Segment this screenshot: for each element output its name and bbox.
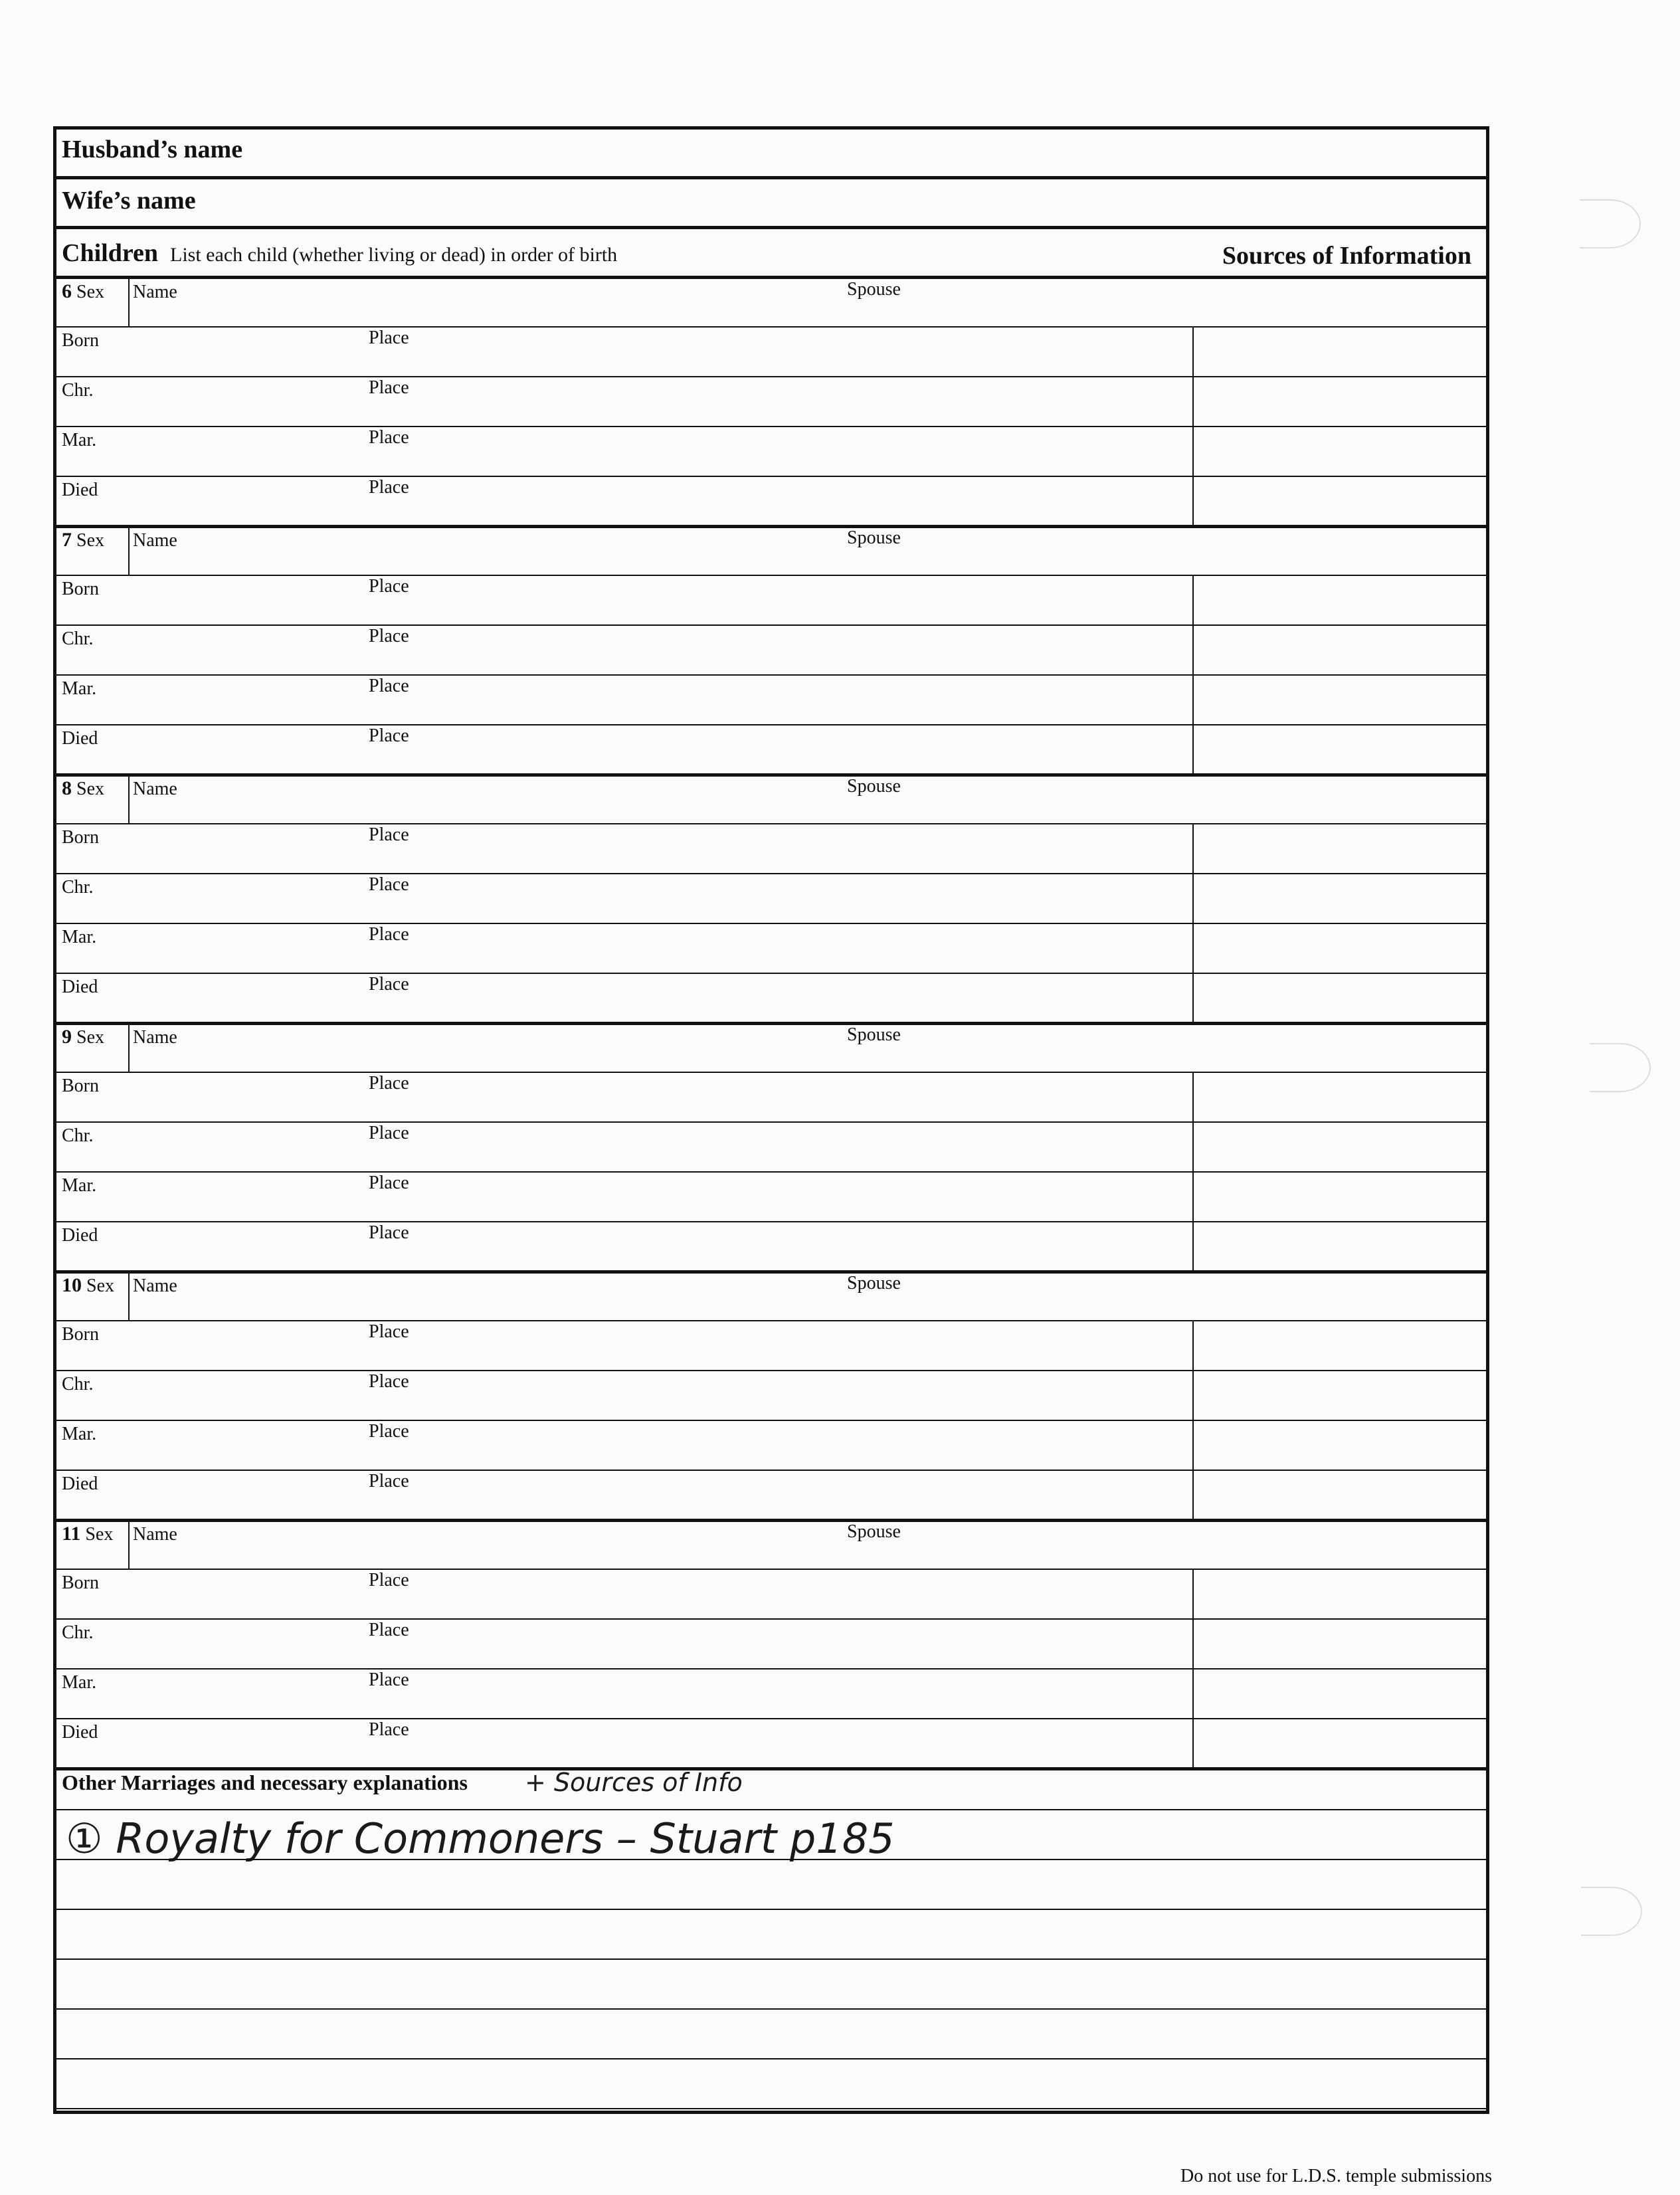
place-label: Place xyxy=(369,1123,409,1143)
spouse-label: Spouse xyxy=(847,527,901,548)
child-name-row[interactable] xyxy=(56,279,1486,328)
child-number-sex-cell[interactable] xyxy=(56,1024,130,1072)
event-row[interactable] xyxy=(56,477,1486,527)
sex-label: Sex xyxy=(76,779,104,799)
sources-column[interactable] xyxy=(1192,576,1194,773)
spouse-label: Spouse xyxy=(847,279,901,300)
sex-label: Sex xyxy=(85,1524,114,1545)
husband-row[interactable] xyxy=(56,130,1486,179)
event-label: Mar. xyxy=(62,1424,97,1444)
place-label: Place xyxy=(369,924,409,945)
other-marriages-section xyxy=(56,1763,1486,2111)
event-label: Born xyxy=(62,579,99,599)
event-row[interactable] xyxy=(56,1123,1486,1173)
sex-label: Sex xyxy=(76,282,104,302)
sources-column[interactable] xyxy=(1192,824,1194,1022)
punch-hole-bottom xyxy=(1581,1887,1642,1936)
event-label: Born xyxy=(62,330,99,351)
child-number-sex-cell[interactable] xyxy=(56,527,130,575)
child-name-row[interactable] xyxy=(56,776,1486,824)
place-label: Place xyxy=(369,377,409,398)
place-label: Place xyxy=(369,1471,409,1491)
event-label: Died xyxy=(62,977,98,997)
name-label: Name xyxy=(133,779,177,799)
handwritten-title-note: + Sources of Info xyxy=(525,1768,743,1797)
sex-label: Sex xyxy=(76,1027,104,1048)
event-row[interactable] xyxy=(56,676,1486,725)
child-number: 8 xyxy=(62,777,72,799)
place-label: Place xyxy=(369,328,409,348)
event-row[interactable] xyxy=(56,974,1486,1024)
child-name-row[interactable] xyxy=(56,1273,1486,1321)
child-number-sex-cell[interactable] xyxy=(56,279,130,326)
spouse-label: Spouse xyxy=(847,1273,901,1293)
place-label: Place xyxy=(369,1222,409,1243)
name-label: Name xyxy=(133,282,177,302)
sex-label: Sex xyxy=(76,530,104,551)
children-header xyxy=(56,229,1486,279)
punch-hole-top xyxy=(1580,199,1641,248)
name-label: Name xyxy=(133,1027,177,1048)
event-row[interactable] xyxy=(56,725,1486,775)
child-number: 7 xyxy=(62,529,72,551)
event-row[interactable] xyxy=(56,1073,1486,1123)
event-row[interactable] xyxy=(56,328,1486,377)
place-label: Place xyxy=(369,1570,409,1590)
wife-label: Wife’s name xyxy=(62,187,196,215)
spouse-label: Spouse xyxy=(847,1024,901,1045)
event-row[interactable] xyxy=(56,1371,1486,1421)
event-row[interactable] xyxy=(56,1620,1486,1670)
event-label: Chr. xyxy=(62,1374,94,1394)
spouse-label: Spouse xyxy=(847,1521,901,1542)
event-label: Chr. xyxy=(62,1622,94,1643)
place-label: Place xyxy=(369,1670,409,1690)
child-number-sex-cell[interactable] xyxy=(56,1273,130,1320)
child-number: 6 xyxy=(62,280,72,302)
place-label: Place xyxy=(369,974,409,995)
other-marriages-title: Other Marriages and necessary explanations xyxy=(62,1770,468,1794)
place-label: Place xyxy=(369,576,409,597)
child-name-row[interactable] xyxy=(56,527,1486,576)
place-label: Place xyxy=(369,824,409,845)
event-row[interactable] xyxy=(56,1321,1486,1371)
event-row[interactable] xyxy=(56,377,1486,427)
place-label: Place xyxy=(369,1073,409,1094)
event-label: Born xyxy=(62,1573,99,1593)
name-label: Name xyxy=(133,1524,177,1545)
place-label: Place xyxy=(369,676,409,696)
event-label: Died xyxy=(62,1474,98,1494)
place-label: Place xyxy=(369,874,409,895)
event-label: Died xyxy=(62,1225,98,1246)
event-label: Died xyxy=(62,728,98,749)
place-label: Place xyxy=(369,477,409,498)
child-name-row[interactable] xyxy=(56,1521,1486,1570)
child-block xyxy=(56,1521,1486,1770)
event-row[interactable] xyxy=(56,924,1486,974)
family-group-form xyxy=(53,126,1489,2114)
place-label: Place xyxy=(369,725,409,746)
event-label: Mar. xyxy=(62,1672,97,1693)
child-number: 10 xyxy=(62,1274,82,1296)
child-number-sex-cell[interactable] xyxy=(56,1521,130,1569)
event-row[interactable] xyxy=(56,1670,1486,1719)
event-row[interactable] xyxy=(56,1570,1486,1620)
sources-column[interactable] xyxy=(1192,1321,1194,1519)
event-row[interactable] xyxy=(56,874,1486,924)
event-row[interactable] xyxy=(56,427,1486,477)
footer-note: Do not use for L.D.S. temple submissions xyxy=(1180,2166,1492,2186)
place-label: Place xyxy=(369,427,409,448)
event-row[interactable] xyxy=(56,626,1486,676)
place-label: Place xyxy=(369,1719,409,1740)
child-block xyxy=(56,776,1486,1025)
event-row[interactable] xyxy=(56,1471,1486,1521)
event-label: Mar. xyxy=(62,678,97,699)
children-instructions: List each child (whether living or dead) in order of birth xyxy=(170,244,618,266)
event-row[interactable] xyxy=(56,824,1486,874)
punch-hole-middle xyxy=(1590,1043,1651,1092)
event-label: Mar. xyxy=(62,927,97,947)
event-label: Died xyxy=(62,1722,98,1743)
spouse-label: Spouse xyxy=(847,776,901,797)
place-label: Place xyxy=(369,1620,409,1640)
event-row[interactable] xyxy=(56,1173,1486,1222)
sources-label: Sources of Information xyxy=(1222,242,1471,270)
sources-column[interactable] xyxy=(1192,328,1194,525)
child-block xyxy=(56,279,1486,528)
sources-column[interactable] xyxy=(1192,1073,1194,1270)
event-label: Mar. xyxy=(62,1175,97,1196)
place-label: Place xyxy=(369,1421,409,1442)
event-label: Born xyxy=(62,1324,99,1345)
child-name-row[interactable] xyxy=(56,1024,1486,1073)
sources-column[interactable] xyxy=(1192,1570,1194,1767)
event-row[interactable] xyxy=(56,1719,1486,1769)
event-label: Chr. xyxy=(62,1125,94,1146)
children-label: Children xyxy=(62,239,159,267)
event-row[interactable] xyxy=(56,1222,1486,1272)
event-row[interactable] xyxy=(56,1421,1486,1471)
wife-row[interactable] xyxy=(56,179,1486,229)
child-number: 11 xyxy=(62,1523,81,1545)
child-block xyxy=(56,527,1486,777)
event-label: Born xyxy=(62,827,99,848)
child-number-sex-cell[interactable] xyxy=(56,776,130,823)
name-label: Name xyxy=(133,1276,177,1296)
place-label: Place xyxy=(369,1173,409,1193)
event-label: Died xyxy=(62,480,98,500)
handwritten-note-line-1: ① Royalty for Commoners – Stuart p185 xyxy=(66,1814,895,1863)
place-label: Place xyxy=(369,626,409,646)
place-label: Place xyxy=(369,1321,409,1342)
child-block xyxy=(56,1024,1486,1274)
event-row[interactable] xyxy=(56,576,1486,626)
event-label: Born xyxy=(62,1076,99,1096)
child-block xyxy=(56,1273,1486,1522)
name-label: Name xyxy=(133,530,177,551)
child-number: 9 xyxy=(62,1026,72,1048)
event-label: Chr. xyxy=(62,380,94,401)
event-label: Mar. xyxy=(62,430,97,450)
place-label: Place xyxy=(369,1371,409,1392)
husband-label: Husband’s name xyxy=(62,136,243,163)
event-label: Chr. xyxy=(62,877,94,898)
sex-label: Sex xyxy=(86,1276,114,1296)
event-label: Chr. xyxy=(62,628,94,649)
